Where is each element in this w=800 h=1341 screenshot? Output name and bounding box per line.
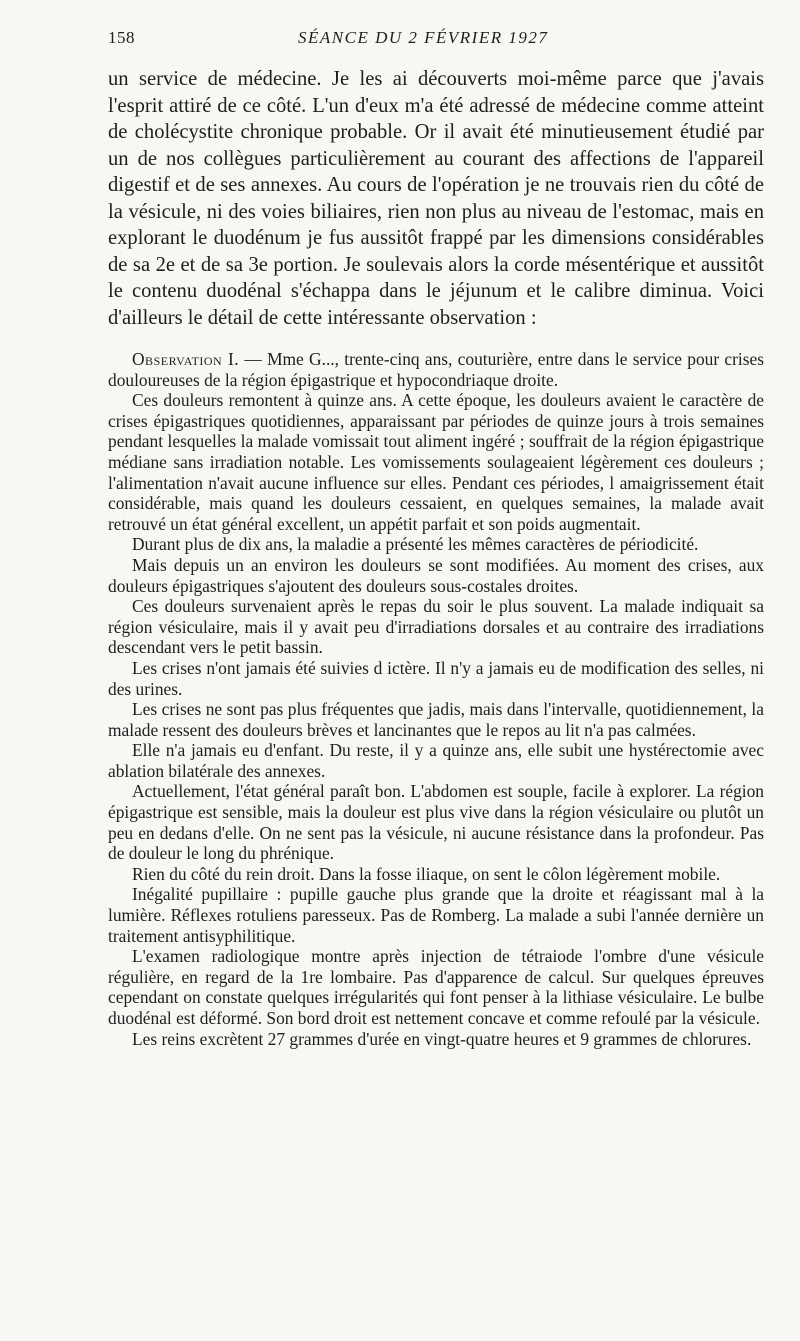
observation-paragraph: Ces douleurs survenaient après le repas du soir le plus souvent. La malade indiquait sa région vésiculaire, mais il y avait peu d'irradiations dorsales et au contraire des irradiations descendant vers le petit bassin. (108, 596, 764, 658)
page-header (108, 28, 764, 50)
lead-paragraph: un service de médecine. Je les ai découverts moi-même parce que j'avais l'esprit attiré de ce côté. L'un d'eux m'a été adressé de médecine comme atteint de cholécystite chronique probable. Or il avait été minutieusement étudié par un de nos collègues particulièrement au courant des affections de l'appareil digestif et de ses annexes. Au cours de l'opération je ne trouvais rien du côté de la vésicule, ni des voies biliaires, rien non plus au niveau de l'estomac, mais en explorant le duodénum je fus aussitôt frappé par les dimensions considérables de sa 2e et de sa 3e portion. Je soulevais alors la corde mésentérique et aussitôt le contenu duodénal s'échappa dans le jéjunum et le calibre diminua. Voici d'ailleurs le détail de cette intéressante observation : (108, 68, 764, 329)
observation-paragraph: Les crises ne sont pas plus fréquentes que jadis, mais dans l'intervalle, quotidiennement, la malade ressent des douleurs brèves et lancinantes que le repos au lit n'a pas calmées. (108, 699, 764, 740)
observation-paragraph: L'examen radiologique montre après injection de tétraiode l'ombre d'une vésicule régulière, en regard de la 1re lombaire. Pas d'apparence de calcul. Sur quelques épreuves cependant on constate quelques irrégularités qui font penser à la lithiase vésiculaire. Le bulbe duodénal est déformé. Son bord droit est nettement concave et comme refoulé par la vésicule. (108, 946, 764, 1028)
running-title: SÉANCE DU 2 FÉVRIER 1927 (298, 28, 549, 47)
observation-paragraph: Rien du côté du rein droit. Dans la fosse iliaque, on sent le côlon légèrement mobile. (132, 863, 721, 884)
page-number: 158 (108, 28, 135, 47)
observation-paragraph: Inégalité pupillaire : pupille gauche plus grande que la droite et réagissant mal à la lumière. Réflexes rotuliens paresseux. Pas de Romberg. La malade a subi l'année dernière un traitement antisyphilitique. (108, 884, 764, 946)
observation-paragraph: Les reins excrètent 27 grammes d'urée en vingt-quatre heures et 9 grammes de chlorures. (132, 1028, 752, 1049)
observation-label: Observation I. (132, 349, 240, 369)
observation-paragraph: Durant plus de dix ans, la maladie a présenté les mêmes caractères de périodicité. (132, 534, 699, 555)
observation-section (108, 349, 764, 1049)
observation-paragraph: Ces douleurs remontent à quinze ans. A cette époque, les douleurs avaient le caractère de crises épigastriques quotidiennes, apparaissant par périodes de quinze jours à trois semaines pendant lesquelles la malade vomissait tout aliment ingéré ; souffrait de la région épigastrique médiane sans irradiation notable. Les vomissements soulageaient légèrement ces douleurs ; l'alimentation n'avait aucune influence sur elles. Pendant ces périodes, l amaigrissement était considérable, mais quand les douleurs cessaient, en quelques semaines, la malade avait retrouvé un état général excellent, un appétit parfait et son poids augmentait. (108, 390, 764, 534)
observation-paragraph: Actuellement, l'état général paraît bon. L'abdomen est souple, facile à explorer. La région épigastrique est sensible, mais la douleur est plus vive dans la région vésiculaire ou plutôt un peu en dedans d'elle. On ne sent pas la vésicule, ni aucune résistance dans la profondeur. Pas de douleur le long du phrénique. (108, 781, 764, 864)
observation-paragraph: Mais depuis un an environ les douleurs se sont modifiées. Au moment des crises, aux douleurs épigastriques s'ajoutent des douleurs sous-costales droites. (108, 554, 764, 596)
observation-first-paragraph (108, 349, 764, 390)
observation-first-paragraph-text: — Mme G..., trente-cinq ans, couturière, entre dans le service pour crises douloureuses de la région épigastrique et hypocondriaque droite. (108, 349, 764, 390)
observation-paragraph: Elle n'a jamais eu d'enfant. Du reste, il y a quinze ans, elle subit une hystérectomie avec ablation bilatérale des annexes. (108, 740, 764, 781)
body-text (108, 66, 764, 1049)
observation-paragraph: Les crises n'ont jamais été suivies d ictère. Il n'y a jamais eu de modification des selles, ni des urines. (108, 657, 764, 699)
